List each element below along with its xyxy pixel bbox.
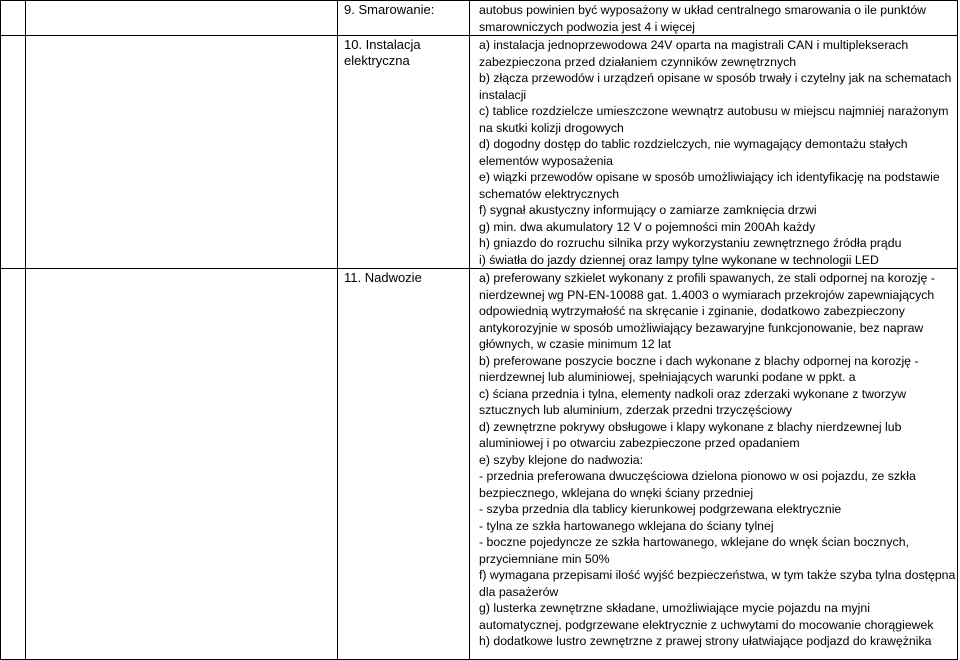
description-line: h) gniazdo do rozruchu silnika przy wykorzystaniu zewnętrznego źródła prądu [479, 236, 902, 250]
section-description [470, 269, 957, 650]
description-line: autobus powinien być wyposażony w układ centralnego smarowania o ile punktów [479, 3, 927, 17]
description-line: - przednia preferowana dwuczęściowa dzielona pionowo w osi pojazdu, ze szkła [479, 469, 916, 483]
description-line: b) preferowane poszycie boczne i dach wykonane z blachy odpornej na korozję - [479, 353, 919, 368]
empty-cell [26, 1, 338, 36]
section-label-cell [338, 269, 470, 660]
description-line: nierdzewnej lub aluminiowej, spełniających warunki podane w ppkt. a [479, 370, 856, 384]
section-description-cell [470, 1, 958, 36]
empty-cell [26, 36, 338, 269]
description-line: schematów elektrycznych [479, 186, 620, 201]
description-line: h) dodatkowe lustro zewnętrzne z prawej strony ułatwiające podjazd do krawężnika [479, 634, 932, 648]
section-label [338, 269, 469, 286]
description-line: c) ściana przednia i tylna, elementy nadkoli oraz zderzaki wykonane z tworzyw [479, 386, 907, 401]
description-line: a) preferowany szkielet wykonany z profili spawanych, ze stali odpornej na korozję - [479, 271, 935, 285]
description-line: elementów wyposażenia [479, 153, 613, 168]
section-description-cell [470, 269, 958, 660]
section-description [470, 1, 957, 35]
description-line: f) wymagana przepisami ilość wyjść bezpieczeństwa, w tym także szyba tylna dostępna [479, 568, 956, 582]
description-line: głównych, w czasie minimum 12 lat [479, 337, 672, 351]
description-line: c) tablice rozdzielcze umieszczone wewnątrz autobusu w miejscu najmniej narażonym [479, 104, 949, 118]
description-line: d) dogodny dostęp do tablic rozdzielczych, nie wymagający demontażu stałych [479, 137, 908, 151]
description-line: - tylna ze szkła hartowanego wklejana do ściany tylnej [479, 518, 774, 533]
description-line: g) min. dwa akumulatory 12 V o pojemności min 200Ah każdy [479, 219, 816, 234]
description-line: nierdzewnej wg PN-EN-10088 gat. 1.4003 o wymiarach przekrojów zapewniających [479, 287, 935, 302]
empty-cell [1, 269, 26, 660]
empty-cell [26, 269, 338, 660]
description-line: smarowniczych podwozia jest 4 i więcej [479, 19, 695, 34]
description-line: bezpiecznego, wklejana do wnęki ściany przedniej [479, 485, 754, 500]
section-label-line: 10. Instalacja [344, 37, 421, 52]
description-line: a) instalacja jednoprzewodowa 24V oparta na magistrali CAN i multiplekserach [479, 38, 909, 52]
section-label-cell [338, 1, 470, 36]
description-line: odpowiednią wytrzymałość na skręcanie i zginanie, dodatkowo zabezpieczony [479, 304, 905, 318]
section-description [470, 36, 957, 268]
description-line: d) zewnętrzne pokrywy obsługowe i klapy wykonane z blachy nierdzewnej lub [479, 419, 902, 434]
section-label-cell [338, 36, 470, 269]
table-row-nadwozie [1, 269, 958, 660]
empty-cell [1, 1, 26, 36]
description-line: antykorozyjnie w sposób umożliwiający bezawaryjne funkcjonowanie, bez napraw [479, 320, 924, 335]
table-row-instalacja-elektryczna [1, 36, 958, 269]
section-label-line: elektryczna [344, 53, 410, 68]
description-line: sztucznych lub aluminium, zderzak przedni trzyczęściowy [479, 403, 793, 417]
section-description-cell [470, 36, 958, 269]
description-line: f) sygnał akustyczny informujący o zamiarze zamknięcia drzwi [479, 203, 817, 217]
description-line: e) szyby klejone do nadwozia: [479, 452, 644, 467]
description-line: przyciemniane min 50% [479, 551, 610, 566]
description-line: - boczne pojedyncze ze szkła hartowanego, wklejane do wnęk ścian bocznych, [479, 535, 909, 549]
description-line: aluminiowej i po otwarciu zabezpieczone przed opadaniem [479, 436, 800, 450]
description-line: na skutki kolizji drogowych [479, 120, 624, 135]
description-line: dla pasażerów [479, 584, 559, 599]
section-label-line: 11. Nadwozie [344, 270, 422, 285]
description-line: instalacji [479, 87, 527, 102]
description-line: - szyba przednia dla tablicy kierunkowej podgrzewana elektrycznie [479, 502, 842, 516]
section-label [338, 36, 469, 69]
description-line: b) złącza przewodów i urządzeń opisane w sposób trwały i czytelny jak na schematach [479, 71, 952, 85]
table-row-smarowanie [1, 1, 958, 36]
description-line: i) światła do jazdy dziennej oraz lampy tylne wykonane w technologii LED [479, 252, 879, 267]
section-label [338, 1, 469, 18]
description-line: automatycznej, podgrzewane elektrycznie z uchwytami do mocowanie chorągiewek [479, 617, 934, 632]
section-label-line: 9. Smarowanie: [344, 2, 435, 17]
empty-cell [1, 36, 26, 269]
description-line: zabezpieczona przed działaniem czynników zewnętrznych [479, 54, 797, 69]
description-line: g) lusterka zewnętrzne składane, umożliwiające mycie pojazdu na myjni [479, 601, 870, 615]
description-line: e) wiązki przewodów opisane w sposób umożliwiający ich identyfikację na podstawie [479, 170, 940, 184]
